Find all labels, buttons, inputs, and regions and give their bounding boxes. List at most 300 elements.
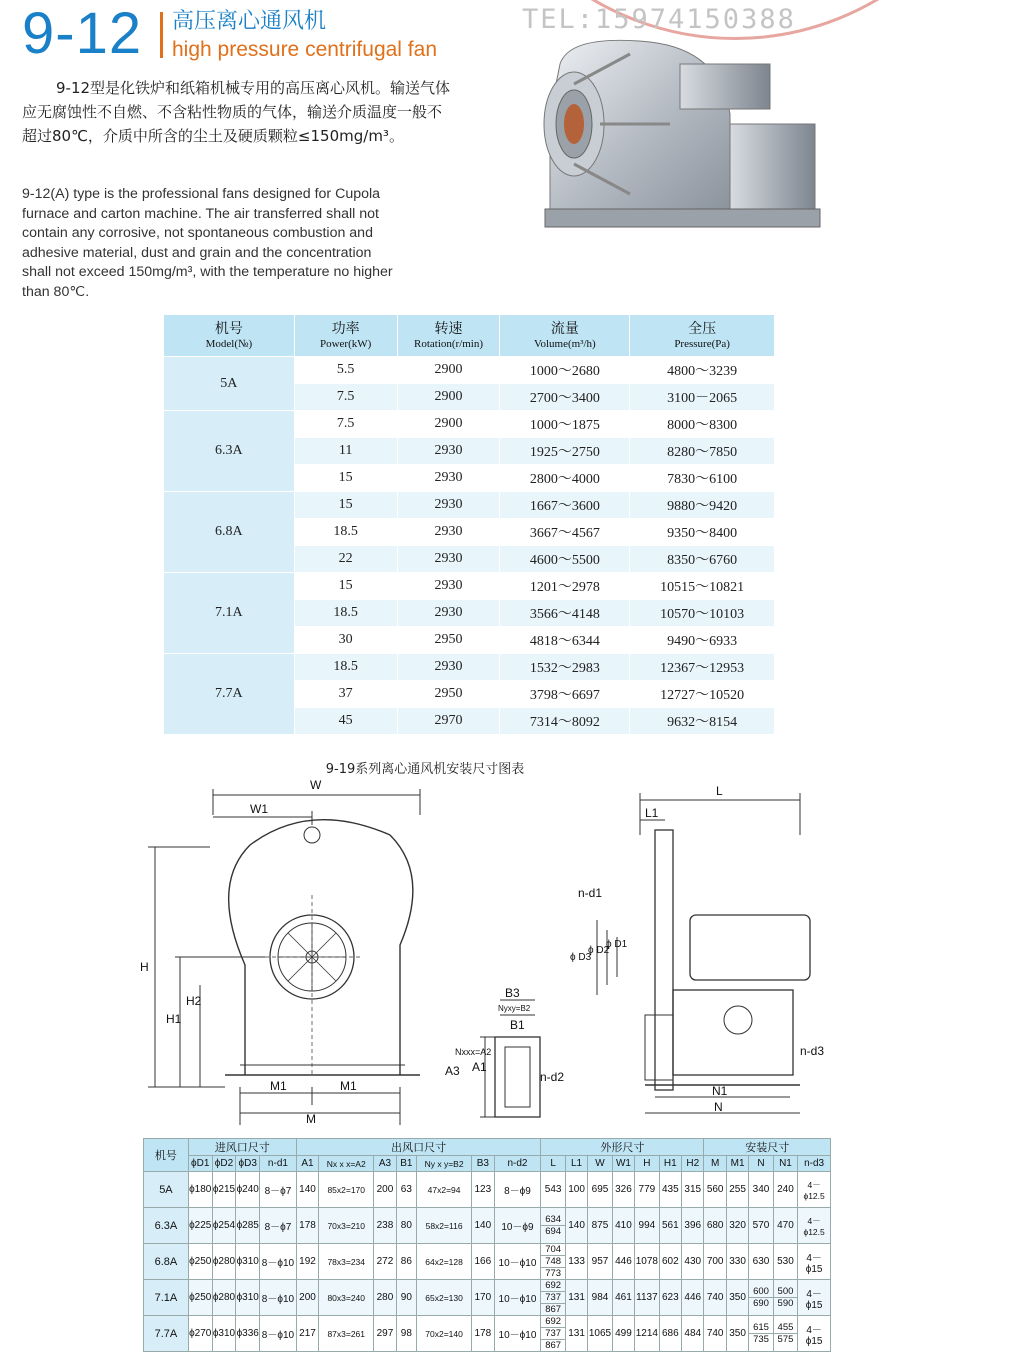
- volume-cell: 4818～6344: [500, 627, 630, 654]
- dim-cell-b2: 47x2=94: [417, 1172, 472, 1208]
- power-cell: 18.5: [294, 654, 397, 681]
- dimensions-table-body: [144, 1172, 831, 1352]
- stacked-value: 692: [545, 1280, 562, 1291]
- dim-cell-b1: 90: [396, 1280, 416, 1316]
- dim-cell-n: 570: [749, 1208, 773, 1244]
- dim-cell-m: 560: [704, 1172, 726, 1208]
- table-row: [144, 1208, 831, 1244]
- dims-col-header: W1: [612, 1156, 634, 1172]
- dim-cell-a1: 178: [296, 1208, 318, 1244]
- dims-col-header: H: [635, 1156, 659, 1172]
- stacked-values: [749, 1322, 772, 1345]
- dim-cell-l: 543: [541, 1172, 565, 1208]
- dim-L: L: [716, 784, 723, 798]
- dim-cell-m: 740: [704, 1280, 726, 1316]
- stacked-value: 694: [541, 1225, 564, 1237]
- dim-cell-b1: 80: [396, 1208, 416, 1244]
- dim-H1: H1: [166, 1012, 182, 1026]
- dim-cell-nd3: 4－ϕ15: [798, 1316, 831, 1352]
- dim-cell-w1: 410: [612, 1208, 634, 1244]
- rotation-cell: 2930: [397, 546, 500, 573]
- dim-cell-nd3: 4－ϕ12.5: [798, 1172, 831, 1208]
- dim-cell-b1: 98: [396, 1316, 416, 1352]
- dim-cell-w1: 499: [612, 1316, 634, 1352]
- dim-cell-m1: 350: [726, 1316, 748, 1352]
- stacked-value: 735: [749, 1333, 772, 1345]
- dims-col-header: B3: [472, 1156, 494, 1172]
- rotation-cell: 2930: [397, 573, 500, 600]
- stacked-value: 590: [774, 1297, 797, 1309]
- stacked-values: [541, 1244, 564, 1279]
- description-en-line: 9-12(A) type is the professional fans designed for Cupola: [22, 186, 381, 202]
- pressure-cell: 8350～6760: [630, 546, 775, 573]
- dim-cell-a3: 238: [374, 1208, 396, 1244]
- title-divider: [160, 12, 163, 58]
- dim-cell-nd2: 10－ϕ10: [494, 1316, 541, 1352]
- title-en: high pressure centrifugal fan: [172, 38, 437, 61]
- performance-table-body: [164, 357, 775, 735]
- dim-cell-d3: ϕ240: [236, 1172, 260, 1208]
- dims-col-header: N1: [773, 1156, 797, 1172]
- model-cell: 5A: [144, 1172, 189, 1208]
- dim-cell-b3: 140: [472, 1208, 494, 1244]
- dim-cell-n1: [773, 1316, 797, 1352]
- table-row: [144, 1244, 831, 1280]
- power-cell: 45: [294, 708, 397, 735]
- rotation-cell: 2900: [397, 384, 500, 411]
- table-row: [144, 1280, 831, 1316]
- dim-cell-m: 700: [704, 1244, 726, 1280]
- dim-B1: B1: [510, 1018, 525, 1032]
- model-cell: 7.1A: [144, 1280, 189, 1316]
- dim-cell-b3: 166: [472, 1244, 494, 1280]
- dims-col-header: ϕD2: [212, 1156, 236, 1172]
- pressure-cell: 10515～10821: [630, 573, 775, 600]
- dim-N1: N1: [712, 1084, 728, 1098]
- dim-cell-h1: 435: [659, 1172, 681, 1208]
- pressure-cell: 9350～8400: [630, 519, 775, 546]
- stacked-values: [541, 1316, 564, 1351]
- dim-cell-m: 680: [704, 1208, 726, 1244]
- pressure-cell: 8280～7850: [630, 438, 775, 465]
- dim-cell-w1: 461: [612, 1280, 634, 1316]
- dim-B3: B3: [505, 986, 520, 1000]
- model-cell: 7.7A: [144, 1316, 189, 1352]
- dim-nd1: n-d1: [578, 886, 603, 900]
- dim-cell-w: 984: [588, 1280, 612, 1316]
- volume-cell: 1000～1875: [500, 411, 630, 438]
- col-model: 机号 Model(№): [164, 315, 295, 357]
- dim-cell-d2: ϕ215: [212, 1172, 236, 1208]
- dims-col-header: ϕD1: [188, 1156, 212, 1172]
- dim-cell-d3: ϕ310: [236, 1280, 260, 1316]
- dim-A1: A1: [472, 1060, 487, 1074]
- dims-col-header: A3: [374, 1156, 396, 1172]
- dimensions-table: [143, 1138, 831, 1352]
- dims-col-header: B1: [396, 1156, 416, 1172]
- dim-cell-h1: 561: [659, 1208, 681, 1244]
- description-cn: [22, 76, 452, 148]
- dim-cell-n: 630: [749, 1244, 773, 1280]
- dims-subheader: [144, 1156, 831, 1172]
- dim-cell-h2: 484: [682, 1316, 704, 1352]
- dim-cell-b2: 64x2=128: [417, 1244, 472, 1280]
- dim-cell-w1: 446: [612, 1244, 634, 1280]
- dim-D3: ϕ D3: [570, 952, 592, 963]
- stacked-value: 867: [541, 1339, 564, 1351]
- dim-W1: W1: [250, 802, 268, 816]
- dim-cell-a2: 70x3=210: [319, 1208, 374, 1244]
- dim-cell-n1: 530: [773, 1244, 797, 1280]
- pressure-cell: 12727～10520: [630, 681, 775, 708]
- dim-cell-l1: 100: [565, 1172, 587, 1208]
- dim-H2: H2: [186, 994, 202, 1008]
- dim-NxA2: Nxxx=A2: [455, 1047, 492, 1057]
- model-cell: 6.3A: [144, 1208, 189, 1244]
- dims-col-header: ϕD3: [236, 1156, 260, 1172]
- volume-cell: 3566～4148: [500, 600, 630, 627]
- dim-cell-l: [541, 1244, 565, 1280]
- rotation-cell: 2930: [397, 492, 500, 519]
- power-cell: 7.5: [294, 411, 397, 438]
- dims-col-header: N: [749, 1156, 773, 1172]
- dims-col-header: H2: [682, 1156, 704, 1172]
- dim-cell-w: 695: [588, 1172, 612, 1208]
- description-en-line: than 80℃.: [22, 283, 90, 300]
- dim-M1-left: M1: [270, 1079, 287, 1093]
- stacked-values: [749, 1286, 772, 1309]
- stacked-values: [541, 1214, 564, 1237]
- power-cell: 15: [294, 573, 397, 600]
- dim-cell-h: 1214: [635, 1316, 659, 1352]
- description-cn-text: 9-12型是化铁炉和纸箱机械专用的高压离心风机。输送气体应无腐蚀性不自燃、不含粘性物质的气体，输送介质温度一般不超过80℃，介质中所含的尘土及硬质颗粒≤150mg/m³。: [22, 79, 451, 145]
- dim-cell-a3: 272: [374, 1244, 396, 1280]
- dim-cell-h: 994: [635, 1208, 659, 1244]
- dim-cell-l1: 131: [565, 1280, 587, 1316]
- stacked-value: 867: [541, 1303, 564, 1315]
- dim-cell-a2: 87x3=261: [319, 1316, 374, 1352]
- dim-cell-w: 1065: [588, 1316, 612, 1352]
- dim-cell-a3: 297: [374, 1316, 396, 1352]
- model-cell: 5A: [164, 357, 295, 411]
- model-code: 9-12: [22, 1, 143, 66]
- dim-A3: A3: [445, 1064, 460, 1078]
- dim-cell-n: [749, 1316, 773, 1352]
- stacked-value: 737: [541, 1327, 564, 1339]
- pressure-cell: 7830～6100: [630, 465, 775, 492]
- performance-table: [163, 314, 775, 735]
- dims-group-inlet: 进风口尺寸: [188, 1139, 296, 1156]
- dim-cell-a1: 200: [296, 1280, 318, 1316]
- volume-cell: 1532～2983: [500, 654, 630, 681]
- dim-cell-d3: ϕ285: [236, 1208, 260, 1244]
- dim-H: H: [140, 960, 149, 974]
- volume-cell: 1925～2750: [500, 438, 630, 465]
- pressure-cell: 8000～8300: [630, 411, 775, 438]
- dim-cell-a2: 78x3=234: [319, 1244, 374, 1280]
- dims-col-header: H1: [659, 1156, 681, 1172]
- stacked-value: 704: [545, 1244, 562, 1255]
- dim-cell-h: 1137: [635, 1280, 659, 1316]
- dim-cell-h: 779: [635, 1172, 659, 1208]
- dim-cell-n: [749, 1280, 773, 1316]
- dim-cell-a1: 217: [296, 1316, 318, 1352]
- power-cell: 30: [294, 627, 397, 654]
- dim-cell-d1: ϕ225: [188, 1208, 212, 1244]
- volume-cell: 2800～4000: [500, 465, 630, 492]
- pressure-cell: 9632～8154: [630, 708, 775, 735]
- stacked-value: 455: [777, 1322, 794, 1333]
- dim-D1: ϕ D1: [606, 939, 628, 950]
- power-cell: 7.5: [294, 384, 397, 411]
- dims-group-install: 安装尺寸: [704, 1139, 831, 1156]
- table-row: [164, 654, 775, 681]
- rotation-cell: 2900: [397, 411, 500, 438]
- dim-NyB2: Nyxy=B2: [498, 1004, 531, 1013]
- power-cell: 11: [294, 438, 397, 465]
- rotation-cell: 2950: [397, 627, 500, 654]
- power-cell: 5.5: [294, 357, 397, 384]
- rotation-cell: 2930: [397, 438, 500, 465]
- volume-cell: 2700～3400: [500, 384, 630, 411]
- dims-col-header: M: [704, 1156, 726, 1172]
- dim-L1: L1: [645, 806, 659, 820]
- pressure-cell: 10570～10103: [630, 600, 775, 627]
- description-en-line: furnace and carton machine. The air transferred shall not: [22, 205, 379, 222]
- rotation-cell: 2900: [397, 357, 500, 384]
- dim-cell-b2: 58x2=116: [417, 1208, 472, 1244]
- dim-cell-w: 957: [588, 1244, 612, 1280]
- col-pressure: 全压 Pressure(Pa): [630, 315, 775, 357]
- power-cell: 15: [294, 492, 397, 519]
- dim-cell-d2: ϕ310: [212, 1316, 236, 1352]
- stacked-value: 615: [753, 1322, 769, 1333]
- dims-col-header: L1: [565, 1156, 587, 1172]
- rotation-cell: 2930: [397, 519, 500, 546]
- dim-cell-b3: 178: [472, 1316, 494, 1352]
- dim-cell-a3: 200: [374, 1172, 396, 1208]
- stacked-value: 737: [541, 1291, 564, 1303]
- dim-cell-h2: 396: [682, 1208, 704, 1244]
- dim-cell-h2: 315: [682, 1172, 704, 1208]
- dim-cell-d1: ϕ270: [188, 1316, 212, 1352]
- dim-cell-d1: ϕ250: [188, 1280, 212, 1316]
- dims-col-header: n-d3: [798, 1156, 831, 1172]
- dim-cell-w: 875: [588, 1208, 612, 1244]
- col-rotation: 转速 Rotation(r/min): [397, 315, 500, 357]
- dim-cell-d1: ϕ180: [188, 1172, 212, 1208]
- dim-cell-m1: 320: [726, 1208, 748, 1244]
- table-row: [164, 573, 775, 600]
- dim-cell-n1: [773, 1280, 797, 1316]
- performance-table-header: [164, 315, 775, 357]
- dim-cell-d2: ϕ280: [212, 1280, 236, 1316]
- model-cell: 6.8A: [144, 1244, 189, 1280]
- dim-cell-h2: 446: [682, 1280, 704, 1316]
- volume-cell: 1201～2978: [500, 573, 630, 600]
- dim-cell-d1: ϕ250: [188, 1244, 212, 1280]
- dims-col-header: W: [588, 1156, 612, 1172]
- front-housing: [229, 820, 413, 1075]
- stacked-value: 500: [777, 1286, 794, 1297]
- dim-cell-d3: ϕ310: [236, 1244, 260, 1280]
- dim-cell-d3: ϕ336: [236, 1316, 260, 1352]
- stacked-value: 575: [774, 1333, 797, 1345]
- model-cell: 6.8A: [164, 492, 295, 573]
- pressure-cell: 12367～12953: [630, 654, 775, 681]
- dim-W: W: [310, 778, 322, 792]
- dim-cell-nd1: 8－ϕ7: [260, 1172, 297, 1208]
- dim-cell-m: 740: [704, 1316, 726, 1352]
- dim-M: M: [306, 1112, 316, 1126]
- rotation-cell: 2930: [397, 600, 500, 627]
- pressure-cell: 3100－2065: [630, 384, 775, 411]
- power-cell: 15: [294, 465, 397, 492]
- dim-cell-m1: 330: [726, 1244, 748, 1280]
- stacked-value: 748: [541, 1255, 564, 1267]
- power-cell: 22: [294, 546, 397, 573]
- table-row: [164, 357, 775, 384]
- dim-cell-m1: 350: [726, 1280, 748, 1316]
- power-cell: 37: [294, 681, 397, 708]
- dim-cell-d2: ϕ280: [212, 1244, 236, 1280]
- model-cell: 6.3A: [164, 411, 295, 492]
- dim-cell-nd1: 8－ϕ10: [260, 1244, 297, 1280]
- stacked-value: 773: [541, 1267, 564, 1279]
- stacked-value: 692: [545, 1316, 562, 1327]
- volume-cell: 1667～3600: [500, 492, 630, 519]
- dim-cell-l: [541, 1280, 565, 1316]
- dim-cell-h2: 430: [682, 1244, 704, 1280]
- volume-cell: 4600～5500: [500, 546, 630, 573]
- description-en-line: contain any corrosive, not spontaneous combustion and: [22, 225, 373, 241]
- rotation-cell: 2930: [397, 654, 500, 681]
- stacked-value: 600: [753, 1286, 769, 1297]
- dim-cell-m1: 255: [726, 1172, 748, 1208]
- description-en-line: shall not exceed 150mg/m³, with the temperature no higher: [22, 264, 393, 280]
- pressure-cell: 9880～9420: [630, 492, 775, 519]
- dim-cell-n: 340: [749, 1172, 773, 1208]
- dim-cell-nd1: 8－ϕ7: [260, 1208, 297, 1244]
- dim-cell-a2: 80x3=240: [319, 1280, 374, 1316]
- dim-cell-nd3: 4－ϕ15: [798, 1280, 831, 1316]
- dim-cell-w1: 326: [612, 1172, 634, 1208]
- dim-cell-n1: 470: [773, 1208, 797, 1244]
- dims-col-header: L: [541, 1156, 565, 1172]
- volume-cell: 3798～6697: [500, 681, 630, 708]
- fan-product-image: [530, 24, 830, 254]
- dim-cell-b3: 123: [472, 1172, 494, 1208]
- dim-nd2: n-d2: [540, 1070, 565, 1084]
- dim-cell-nd1: 8－ϕ10: [260, 1316, 297, 1352]
- dim-cell-l: [541, 1208, 565, 1244]
- table-row: [164, 492, 775, 519]
- table-row: [144, 1316, 831, 1352]
- dim-cell-nd3: 4－ϕ15: [798, 1244, 831, 1280]
- pressure-cell: 4800～3239: [630, 357, 775, 384]
- stacked-values: [774, 1322, 797, 1345]
- rotation-cell: 2950: [397, 681, 500, 708]
- col-volume: 流量 Volume(m³/h): [500, 315, 630, 357]
- dims-col-header: Nx x x=A2: [319, 1156, 374, 1172]
- dim-cell-l1: 133: [565, 1244, 587, 1280]
- dim-cell-h1: 602: [659, 1244, 681, 1280]
- dim-cell-nd2: 10－ϕ10: [494, 1280, 541, 1316]
- installation-drawing: [100, 775, 840, 1125]
- stacked-value: 690: [749, 1297, 772, 1309]
- dim-cell-nd1: 8－ϕ10: [260, 1280, 297, 1316]
- stacked-values: [774, 1286, 797, 1309]
- dim-cell-h1: 623: [659, 1280, 681, 1316]
- rotation-cell: 2970: [397, 708, 500, 735]
- stacked-values: [541, 1280, 564, 1315]
- dim-nd3: n-d3: [800, 1044, 825, 1058]
- telephone: TEL:15974150388: [522, 4, 796, 35]
- motor-outline: [690, 915, 810, 980]
- dim-N: N: [714, 1100, 723, 1114]
- dim-cell-b2: 70x2=140: [417, 1316, 472, 1352]
- description-en: [22, 185, 446, 302]
- dim-cell-b2: 65x2=130: [417, 1280, 472, 1316]
- dim-cell-b1: 86: [396, 1244, 416, 1280]
- rotation-cell: 2930: [397, 465, 500, 492]
- volume-cell: 7314～8092: [500, 708, 630, 735]
- dims-col-header: Ny x y=B2: [417, 1156, 472, 1172]
- dim-cell-b1: 63: [396, 1172, 416, 1208]
- dim-cell-h1: 686: [659, 1316, 681, 1352]
- dim-cell-h: 1078: [635, 1244, 659, 1280]
- dims-group-outlet: 出风口尺寸: [296, 1139, 541, 1156]
- dim-cell-b3: 170: [472, 1280, 494, 1316]
- dims-col-header: n-d1: [260, 1156, 297, 1172]
- dim-cell-l: [541, 1316, 565, 1352]
- volume-cell: 3667～4567: [500, 519, 630, 546]
- model-cell: 7.1A: [164, 573, 295, 654]
- dim-cell-l1: 131: [565, 1316, 587, 1352]
- title-cn: 高压离心通风机: [172, 9, 327, 34]
- dims-col-header: n-d2: [494, 1156, 541, 1172]
- stacked-value: 634: [545, 1214, 562, 1225]
- dim-cell-nd2: 8－ϕ9: [494, 1172, 541, 1208]
- dim-cell-d2: ϕ254: [212, 1208, 236, 1244]
- model-cell: 7.7A: [164, 654, 295, 735]
- dim-cell-a1: 140: [296, 1172, 318, 1208]
- dims-col-model: 机号: [144, 1139, 189, 1172]
- dim-cell-n1: 240: [773, 1172, 797, 1208]
- col-power: 功率 Power(kW): [294, 315, 397, 357]
- description-en-line: adhesive material, dust and grain and the concentration: [22, 244, 372, 261]
- dim-cell-a1: 192: [296, 1244, 318, 1280]
- dim-cell-nd3: 4－ϕ12.5: [798, 1208, 831, 1244]
- dim-cell-nd2: 10－ϕ10: [494, 1244, 541, 1280]
- table-row: [144, 1172, 831, 1208]
- dim-cell-a3: 280: [374, 1280, 396, 1316]
- power-cell: 18.5: [294, 519, 397, 546]
- dims-group-outline: 外形尺寸: [541, 1139, 704, 1156]
- volume-cell: 1000～2680: [500, 357, 630, 384]
- dim-cell-a2: 85x2=170: [319, 1172, 374, 1208]
- dims-col-header: M1: [726, 1156, 748, 1172]
- dim-D2: ϕ D2: [588, 945, 610, 956]
- drawing-title: 9-19系列离心通风机安装尺寸图表: [325, 762, 525, 777]
- dims-col-header: A1: [296, 1156, 318, 1172]
- table-row: [164, 411, 775, 438]
- power-cell: 18.5: [294, 600, 397, 627]
- dim-M1-right: M1: [340, 1079, 357, 1093]
- pressure-cell: 9490～6933: [630, 627, 775, 654]
- dim-cell-nd2: 10－ϕ9: [494, 1208, 541, 1244]
- dim-cell-l1: 140: [565, 1208, 587, 1244]
